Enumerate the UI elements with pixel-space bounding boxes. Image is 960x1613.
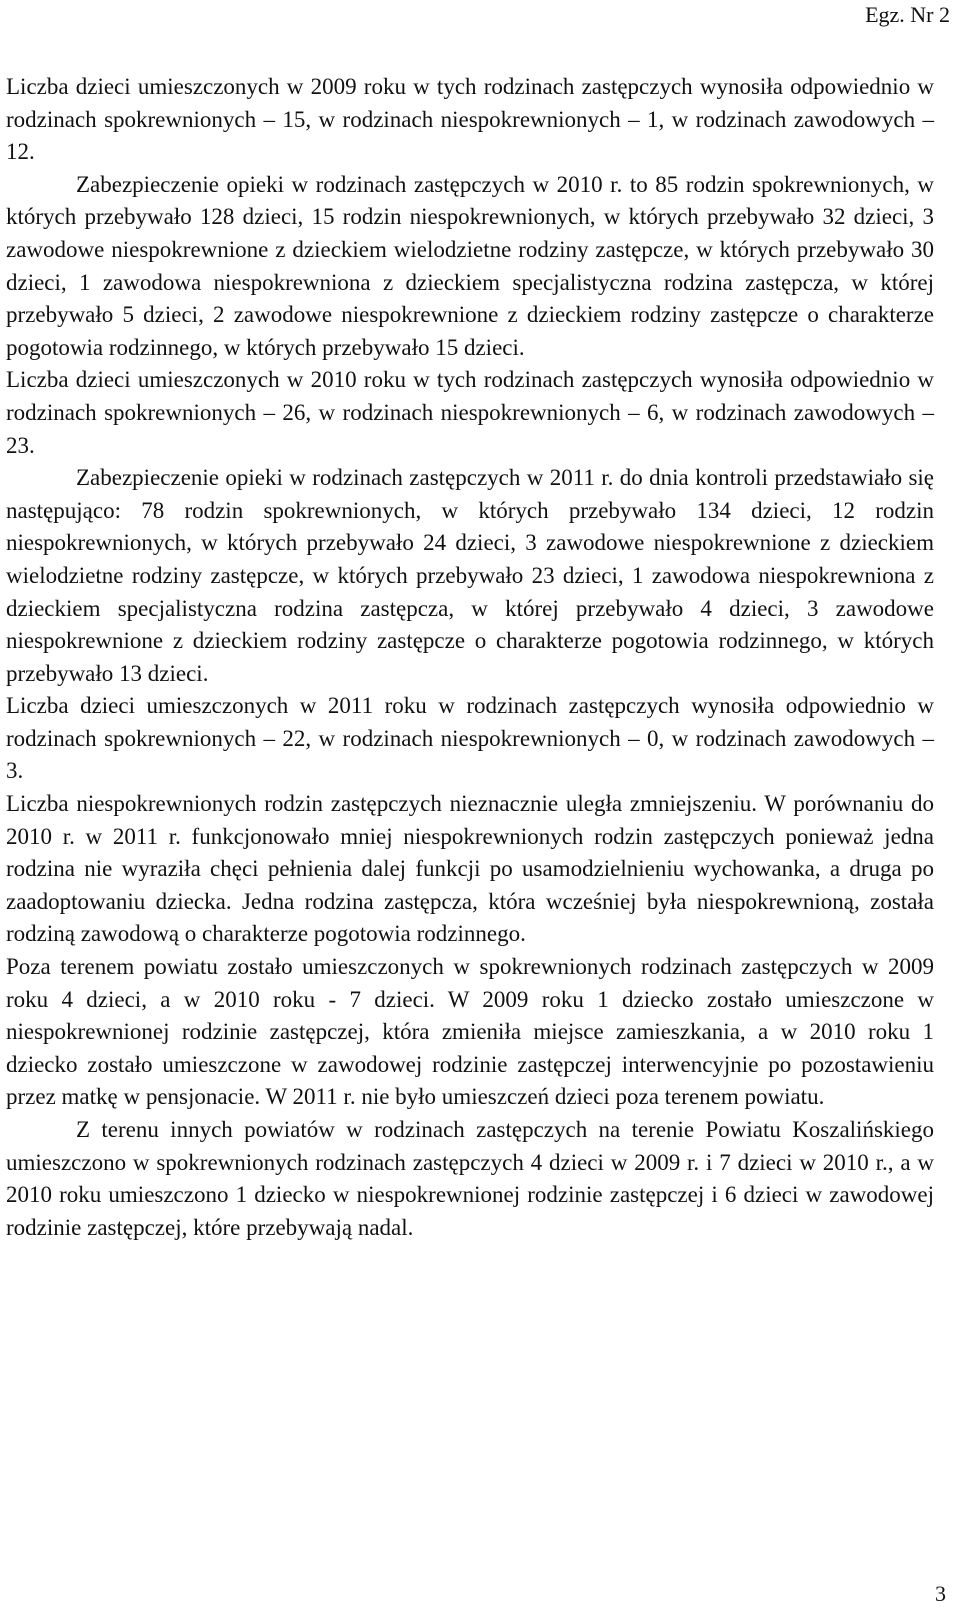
page-number: 3: [935, 1581, 946, 1606]
copy-number-label: Egz. Nr 2: [865, 2, 950, 27]
paragraph-placements-outside-district: Poza terenem powiatu zostało umieszczonych w spokrewnionych rodzinach zastępczych w 2009 roku 4 dzieci, a w 2010 roku - 7 dzieci. W 2009 roku 1 dziecko zostało umieszczone w niespokrewnionej rodzinie zastępczej, która zmieniła miejsce zamieszkania, a w 2010 roku 1 dziecko zostało umieszczone w zawodowej rodzinie zastępczej interwencyjnie po pozostawieniu przez matkę w pensjonacie. W 2011 r. nie było umieszczeń dzieci poza terenem powiatu.: [6, 954, 934, 1110]
paragraph-children-placed-2011: Liczba dzieci umieszczonych w 2011 roku w rodzinach zastępczych wynosiła odpowiednio w rodzinach spokrewnionych – 22, w rodzinach niespokrewnionych – 0, w rodzinach zawodowych – 3.: [6, 693, 934, 784]
paragraph-children-placed-2009: Liczba dzieci umieszczonych w 2009 roku w tych rodzinach zastępczych wynosiła odpowiednio w rodzinach spokrewnionych – 15, w rodzinach niespokrewnionych – 1, w rodzinach zawodowych – 12.: [6, 74, 934, 165]
document-body: [6, 71, 934, 1244]
paragraph-non-related-families-decrease: Liczba niespokrewnionych rodzin zastępczych nieznacznie uległa zmniejszeniu. W porównaniu do 2010 r. w 2011 r. funkcjonowało mniej niespokrewnionych rodzin zastępczych ponieważ jedna rodzina nie wyraziła chęci pełnienia dalej funkcji po usamodzielnieniu wychowanka, a druga po zaadoptowaniu dziecka. Jedna rodzina zastępcza, która wcześniej była niespokrewnioną, została rodziną zawodową o charakterze pogotowia rodzinnego.: [6, 791, 934, 947]
paragraph-children-placed-2010: Liczba dzieci umieszczonych w 2010 roku w tych rodzinach zastępczych wynosiła odpowiednio w rodzinach spokrewnionych – 26, w rodzinach niespokrewnionych – 6, w rodzinach zawodowych – 23.: [6, 367, 934, 458]
paragraph-placements-from-other-districts: Z terenu innych powiatów w rodzinach zastępczych na terenie Powiatu Koszalińskiego umieszczono w spokrewnionych rodzinach zastępczych 4 dzieci w 2009 r. i 7 dzieci w 2010 r., a w 2010 roku umieszczono 1 dziecko w niespokrewnionej rodzinie zastępczej i 6 dzieci w zawodowej rodzinie zastępczej, które przebywają nadal.: [6, 1117, 934, 1240]
paragraph-foster-care-2011: Zabezpieczenie opieki w rodzinach zastępczych w 2011 r. do dnia kontroli przedstawiało się następująco: 78 rodzin spokrewnionych, w których przebywało 134 dzieci, 12 rodzin niespokrewnionych, w których przebywało 24 dzieci, 3 zawodowe niespokrewnione z dzieckiem wielodzietne rodziny zastępcze, w których przebywało 23 dzieci, 1 zawodowa niespokrewniona z dzieckiem specjalistyczna rodzina zastępcza, w której przebywało 4 dzieci, 3 zawodowe niespokrewnione z dzieckiem rodziny zastępcze o charakterze pogotowia rodzinnego, w których przebywało 13 dzieci.: [6, 465, 934, 686]
paragraph-foster-care-2010: Zabezpieczenie opieki w rodzinach zastępczych w 2010 r. to 85 rodzin spokrewnionych, w których przebywało 128 dzieci, 15 rodzin niespokrewnionych, w których przebywało 32 dzieci, 3 zawodowe niespokrewnione z dzieckiem wielodzietne rodziny zastępcze, w których przebywało 30 dzieci, 1 zawodowa niespokrewniona z dzieckiem specjalistyczna rodzina zastępcza, w której przebywało 5 dzieci, 2 zawodowe niespokrewnione z dzieckiem rodziny zastępcze o charakterze pogotowia rodzinnego, w których przebywało 15 dzieci.: [6, 171, 934, 360]
